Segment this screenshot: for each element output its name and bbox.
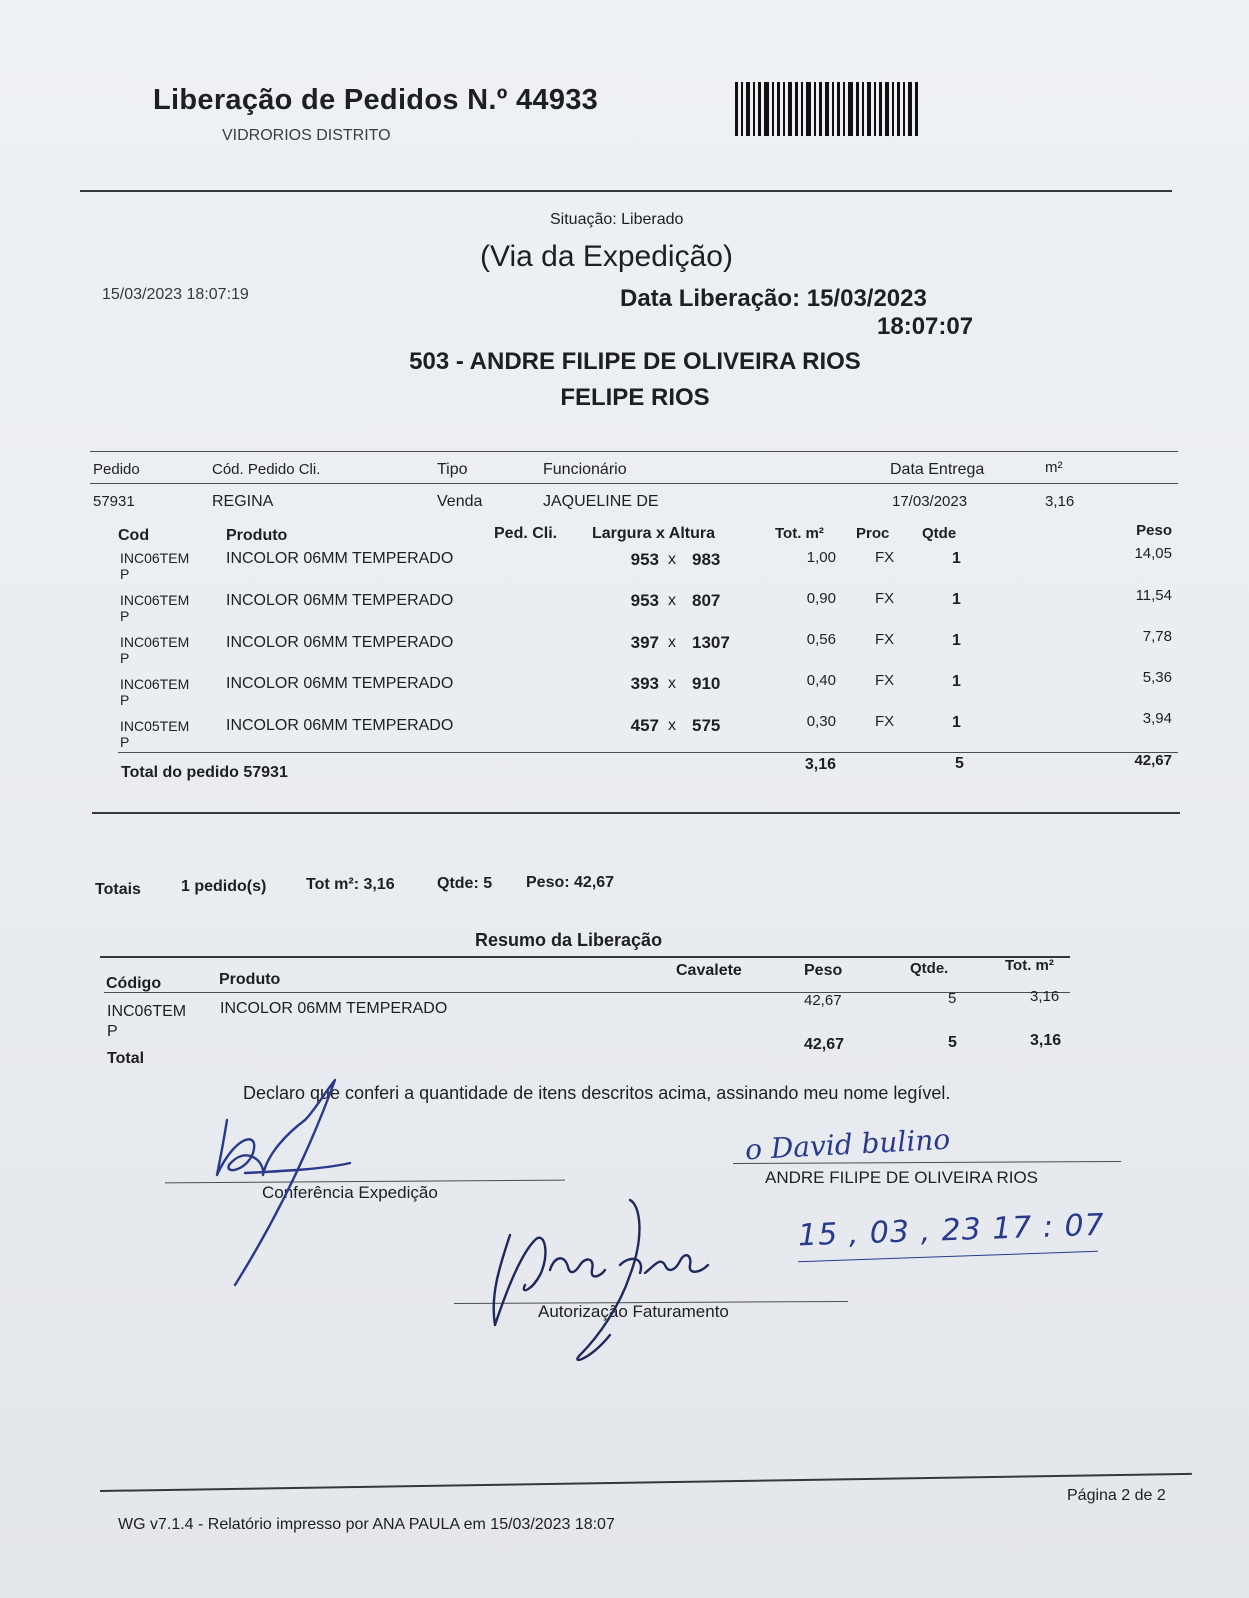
item-altura: 910 (692, 674, 721, 693)
items-total-rule (118, 752, 1178, 753)
items-header-dims: Largura x Altura (592, 525, 715, 542)
items-total-m2: 3,16 (804, 756, 836, 773)
item-produto: INCOLOR 06MM TEMPERADO (226, 592, 454, 609)
via-title: (Via da Expedição) (480, 240, 733, 273)
order-value-data-entrega: 17/03/2023 (892, 493, 968, 510)
release-time: 18:07:07 (877, 313, 974, 340)
item-produto: INCOLOR 06MM TEMPERADO (226, 717, 454, 734)
order-header-funcionario: Funcionário (543, 461, 627, 478)
resumo-top-rule (100, 956, 1070, 958)
item-largura: 397 (630, 633, 659, 652)
item-cod-suffix: P (120, 650, 130, 666)
item-tot-m2: 0,90 (806, 590, 836, 607)
items-header-produto: Produto (226, 527, 288, 544)
resumo-peso: 42,67 (804, 992, 842, 1009)
item-cod: INC06TEM (120, 592, 190, 608)
item-x: x (668, 551, 676, 568)
item-tot-m2: 0,40 (806, 672, 836, 689)
order-header-tipo: Tipo (437, 461, 468, 478)
totals-qtde: Qtde: 5 (437, 875, 493, 892)
order-header-m2: m² (1045, 459, 1063, 476)
barcode-graphic (735, 82, 925, 136)
item-altura: 983 (692, 550, 721, 569)
autorizacao-signature-drawing (480, 1195, 740, 1365)
resumo-header-qtde: Qtde. (910, 960, 949, 977)
resumo-total-m2: 3,16 (1030, 1032, 1062, 1049)
client-name: 503 - ANDRE FILIPE DE OLIVEIRA RIOS (409, 348, 861, 375)
header-divider (80, 190, 1172, 192)
order-header-rule (90, 483, 1178, 484)
company-name: VIDRORIOS DISTRITO (222, 127, 391, 144)
items-bottom-rule (92, 812, 1180, 814)
handwritten-datetime-underline (798, 1251, 1098, 1262)
item-proc: FX (875, 549, 895, 566)
autorizacao-label: Autorização Faturamento (538, 1302, 729, 1321)
items-header-qtde: Qtde (922, 525, 957, 542)
declaration-text: Declaro que conferi a quantidade de itens descritos acima, assinando meu nome legível. (243, 1083, 951, 1103)
resumo-header-rule (104, 992, 1070, 993)
item-largura: 457 (630, 716, 659, 735)
item-qtde: 1 (952, 591, 961, 608)
item-qtde: 1 (952, 673, 961, 690)
items-header-ped-cli: Ped. Cli. (494, 525, 558, 542)
item-qtde: 1 (952, 550, 961, 567)
resumo-header-codigo: Código (106, 975, 162, 992)
resumo-codigo-suffix: P (107, 1023, 118, 1040)
resumo-header-tot-m2: Tot. m² (1005, 957, 1054, 974)
totals-label: Totais (95, 881, 141, 898)
item-cod-suffix: P (120, 608, 130, 624)
order-value-m2: 3,16 (1045, 493, 1075, 510)
item-altura: 807 (692, 591, 721, 610)
totals-pedidos: 1 pedido(s) (181, 878, 267, 895)
item-produto: INCOLOR 06MM TEMPERADO (226, 550, 454, 567)
item-tot-m2: 1,00 (806, 549, 836, 566)
item-proc: FX (875, 672, 895, 689)
order-value-cod-cli: REGINA (212, 493, 274, 510)
page-number: Página 2 de 2 (1067, 1487, 1166, 1504)
item-proc: FX (875, 631, 895, 648)
resumo-header-cavalete: Cavalete (676, 962, 742, 979)
handwritten-datetime: 15 , 03 , 23 17 : 07 (797, 1207, 1106, 1254)
item-x: x (668, 717, 676, 734)
totals-peso: Peso: 42,67 (526, 874, 615, 891)
resumo-total-peso: 42,67 (804, 1036, 845, 1053)
printed-timestamp: 15/03/2023 18:07:19 (102, 286, 249, 303)
item-cod-suffix: P (120, 734, 130, 750)
item-cod: INC06TEM (120, 634, 190, 650)
resumo-total-label: Total (107, 1050, 145, 1067)
items-header-proc: Proc (856, 525, 890, 542)
item-cod: INC06TEM (120, 676, 190, 692)
item-peso: 3,94 (1142, 710, 1172, 727)
order-value-tipo: Venda (437, 493, 483, 510)
client-nickname: FELIPE RIOS (560, 384, 710, 411)
item-tot-m2: 0,56 (806, 631, 836, 648)
resumo-qtde: 5 (948, 990, 957, 1007)
resumo-total-qtde: 5 (948, 1034, 957, 1051)
items-header-peso: Peso (1136, 522, 1172, 539)
item-produto: INCOLOR 06MM TEMPERADO (226, 634, 454, 651)
item-peso: 14,05 (1134, 545, 1172, 562)
item-x: x (668, 675, 676, 692)
resumo-header-peso: Peso (804, 962, 843, 979)
item-x: x (668, 592, 676, 609)
item-cod: INC05TEM (120, 718, 190, 734)
order-table-top-rule (90, 451, 1178, 452)
resumo-produto: INCOLOR 06MM TEMPERADO (220, 1000, 448, 1017)
status-text: Situação: Liberado (550, 211, 684, 228)
order-value-pedido: 57931 (93, 493, 135, 510)
item-largura: 953 (630, 591, 659, 610)
order-header-cod-cli: Cód. Pedido Cli. (212, 461, 321, 478)
item-cod: INC06TEM (120, 550, 190, 566)
release-date: Data Liberação: 15/03/2023 (620, 285, 927, 312)
item-peso: 7,78 (1142, 628, 1172, 645)
item-peso: 11,54 (1135, 587, 1172, 604)
items-total-peso: 42,67 (1134, 752, 1172, 769)
items-header-cod: Cod (118, 527, 150, 544)
item-qtde: 1 (952, 714, 961, 731)
item-x: x (668, 634, 676, 651)
order-header-data-entrega: Data Entrega (890, 461, 985, 478)
client-handwritten-signature: o David bulino (744, 1122, 951, 1167)
items-total-qtde: 5 (955, 755, 964, 772)
item-tot-m2: 0,30 (806, 713, 836, 730)
order-value-funcionario: JAQUELINE DE (543, 493, 659, 510)
item-largura: 953 (630, 550, 659, 569)
client-signature-label: ANDRE FILIPE DE OLIVEIRA RIOS (765, 1168, 1039, 1187)
conferencia-signature-drawing (205, 1075, 365, 1295)
item-produto: INCOLOR 06MM TEMPERADO (226, 675, 454, 692)
item-altura: 575 (692, 716, 721, 735)
order-header-pedido: Pedido (93, 461, 140, 478)
resumo-tot-m2: 3,16 (1030, 988, 1060, 1005)
item-cod-suffix: P (120, 566, 130, 582)
resumo-title: Resumo da Liberação (475, 930, 663, 950)
resumo-header-produto: Produto (219, 971, 281, 988)
printed-by: WG v7.1.4 - Relatório impresso por ANA PAULA em 15/03/2023 18:07 (118, 1516, 615, 1533)
document-title: Liberação de Pedidos N.º 44933 (153, 84, 599, 116)
item-peso: 5,36 (1142, 669, 1172, 686)
totals-m2: Tot m²: 3,16 (306, 876, 395, 893)
resumo-codigo: INC06TEM (107, 1003, 187, 1020)
item-proc: FX (875, 713, 895, 730)
item-altura: 1307 (692, 633, 730, 652)
item-largura: 393 (630, 674, 659, 693)
conferencia-label: Conferência Expedição (262, 1183, 438, 1202)
item-proc: FX (875, 590, 895, 607)
item-cod-suffix: P (120, 692, 130, 708)
items-total-label: Total do pedido 57931 (121, 764, 288, 781)
item-qtde: 1 (952, 632, 961, 649)
items-header-tot-m2: Tot. m² (775, 525, 824, 542)
footer-rule (100, 1473, 1192, 1492)
